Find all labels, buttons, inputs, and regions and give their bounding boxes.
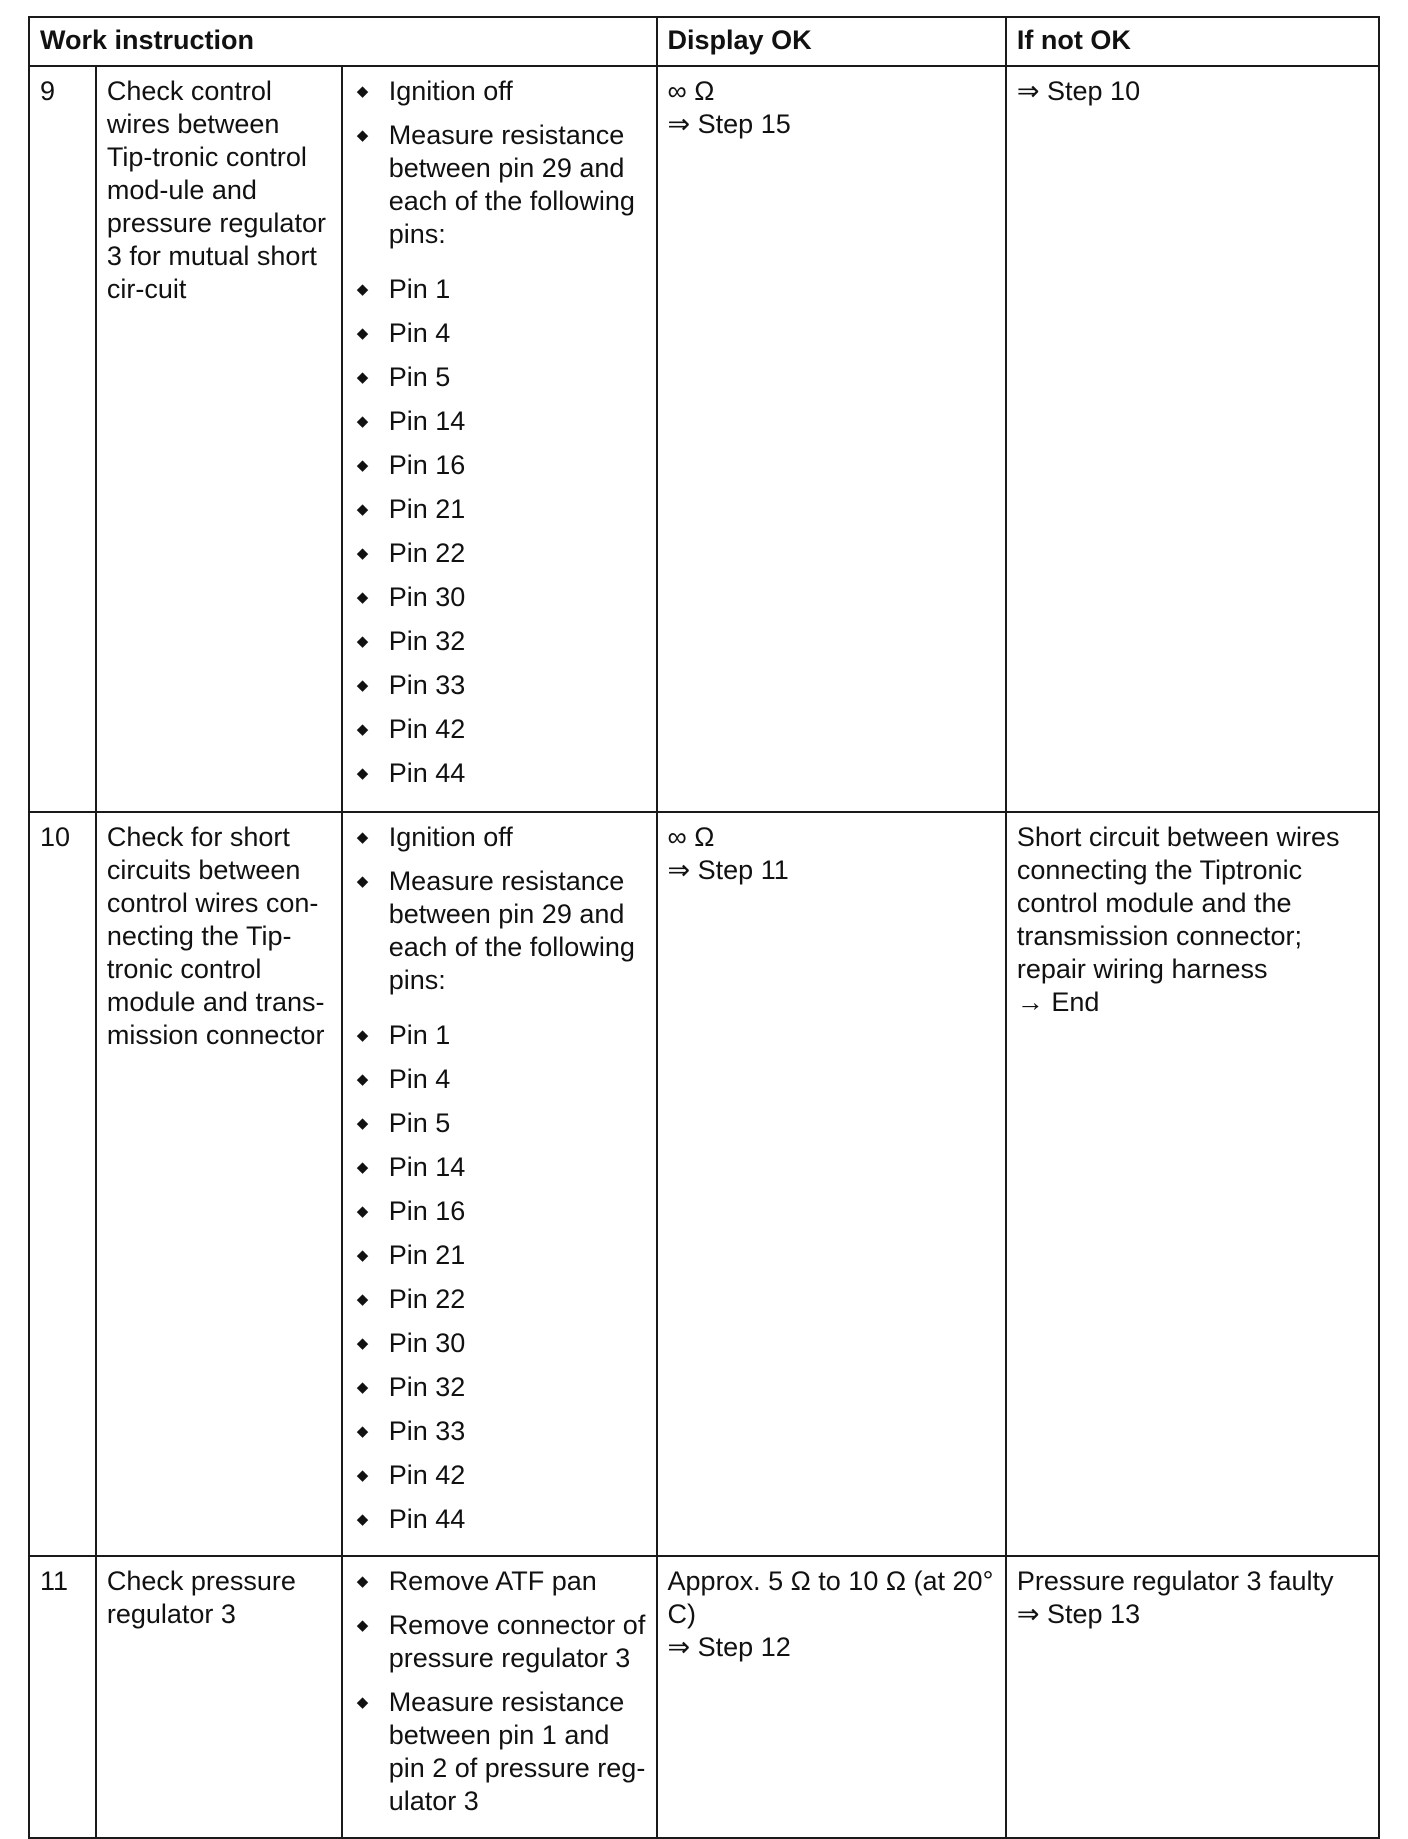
if-not-ok-text: ⇒ Step 10 (1016, 76, 1141, 106)
header-display-ok: Display OK (657, 17, 1006, 66)
if-not-ok-cell (1006, 66, 1379, 812)
list-item: ◆ Pin 21 (353, 1239, 646, 1272)
display-ok-value: ∞ Ω (667, 822, 715, 852)
list-item: ◆ Remove connector of pressure regulator 3 (353, 1609, 646, 1675)
step-actions (342, 1556, 657, 1838)
list-item: ◆ Pin 21 (353, 493, 646, 526)
table-row (29, 1556, 1379, 1838)
list-item: ◆ Pin 44 (353, 1503, 646, 1536)
list-item: ◆ Ignition off (353, 821, 646, 854)
list-item: ◆ Pin 1 (353, 1019, 646, 1052)
header-work-instruction: Work instruction (29, 17, 657, 66)
step-number: 9 (29, 66, 96, 812)
header-if-not-ok: If not OK (1006, 17, 1379, 66)
list-item: ◆ Pin 5 (353, 361, 646, 394)
list-item: ◆ Pin 30 (353, 581, 646, 614)
list-item: ◆ Pin 32 (353, 1371, 646, 1404)
table-header-row (29, 17, 1379, 66)
table-row (29, 812, 1379, 1556)
action-list (353, 1565, 646, 1818)
list-item: ◆ Pin 42 (353, 1459, 646, 1492)
list-item: ◆ Pin 16 (353, 1195, 646, 1228)
if-not-ok-text: Pressure regulator 3 faulty (1016, 1566, 1334, 1596)
display-ok-value: Approx. 5 Ω to 10 Ω (at 20° C) (667, 1566, 994, 1629)
list-item: ◆ Remove ATF pan (353, 1565, 646, 1598)
list-item: ◆ Pin 4 (353, 317, 646, 350)
if-not-ok-cell (1006, 1556, 1379, 1838)
table-row (29, 66, 1379, 812)
list-item: ◆ Measure resistance between pin 29 and each of the following pins: (353, 119, 646, 251)
display-ok-next-step: ⇒ Step 15 (667, 109, 791, 139)
list-item: ◆ Measure resistance between pin 29 and each of the following pins: (353, 865, 646, 997)
list-item: ◆ Pin 5 (353, 1107, 646, 1140)
display-ok-next-step: ⇒ Step 12 (667, 1632, 791, 1662)
if-not-ok-next-step: ⇒ Step 13 (1016, 1599, 1141, 1629)
list-item: ◆ Pin 33 (353, 1415, 646, 1448)
display-ok-cell (657, 812, 1006, 1556)
list-item: ◆ Pin 4 (353, 1063, 646, 1096)
if-not-ok-text: Short circuit between wires connecting the Tiptronic control module and the transmission connector; repair wiring harness (1016, 822, 1340, 984)
step-description: Check pressure regulator 3 (96, 1556, 342, 1838)
list-item: ◆ Pin 16 (353, 449, 646, 482)
step-actions (342, 812, 657, 1556)
list-item: ◆ Pin 22 (353, 1283, 646, 1316)
if-not-ok-cell (1006, 812, 1379, 1556)
display-ok-value: ∞ Ω (667, 76, 715, 106)
list-item: ◆ Pin 1 (353, 273, 646, 306)
list-item: ◆ Pin 32 (353, 625, 646, 658)
list-item: ◆ Measure resistance between pin 1 and pin 2 of pressure reg-ulator 3 (353, 1686, 646, 1818)
display-ok-next-step: ⇒ Step 11 (667, 855, 789, 885)
list-item: ◆ Ignition off (353, 75, 646, 108)
list-item: ◆ Pin 42 (353, 713, 646, 746)
display-ok-cell (657, 66, 1006, 812)
step-actions (342, 66, 657, 812)
list-item: ◆ Pin 30 (353, 1327, 646, 1360)
step-description: Check control wires between Tip-tronic control mod-ule and pressure regulator 3 for mutual short cir-cuit (96, 66, 342, 812)
display-ok-cell (657, 1556, 1006, 1838)
action-list (353, 821, 646, 1536)
list-item: ◆ Pin 14 (353, 405, 646, 438)
if-not-ok-next-step: → End (1016, 987, 1100, 1017)
step-description: Check for short circuits between control wires con-necting the Tip-tronic control module and trans-mission connector (96, 812, 342, 1556)
step-number: 10 (29, 812, 96, 1556)
action-list (353, 75, 646, 790)
step-number: 11 (29, 1556, 96, 1838)
list-item: ◆ Pin 14 (353, 1151, 646, 1184)
list-item: ◆ Pin 33 (353, 669, 646, 702)
list-item: ◆ Pin 44 (353, 757, 646, 790)
work-instruction-table (28, 16, 1380, 1839)
list-item: ◆ Pin 22 (353, 537, 646, 570)
